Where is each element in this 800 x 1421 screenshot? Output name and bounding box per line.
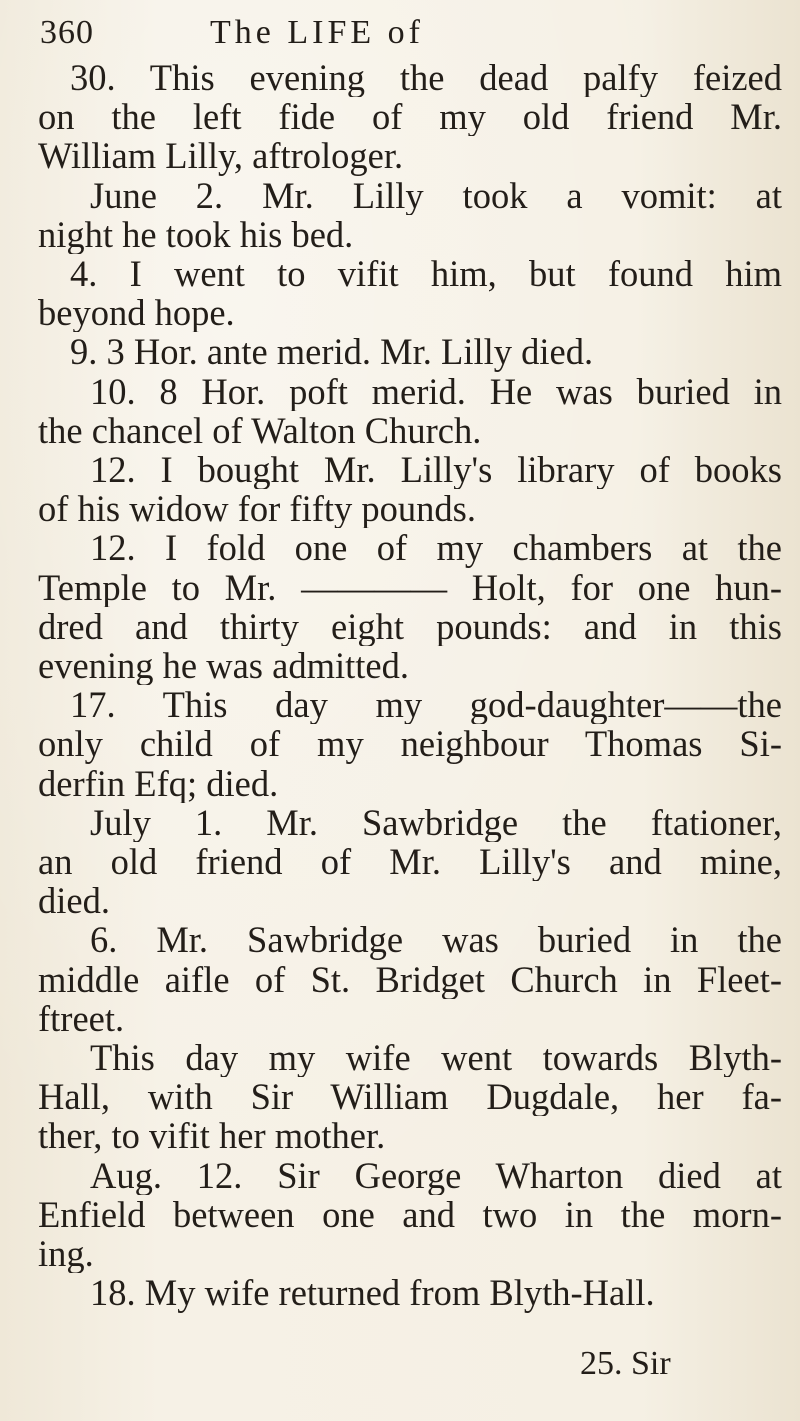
text-line: died. (38, 881, 110, 921)
text-line: derfin Efq; died. (38, 763, 279, 803)
text-line: on the left fide of my old friend Mr. (38, 97, 782, 137)
text-line: 10. 8 Hor. poft merid. He was buried in (90, 371, 782, 411)
catchword: 25. Sir (580, 1345, 671, 1382)
body-text (38, 58, 782, 1313)
text-line: 12. I bought Mr. Lilly's library of books (90, 450, 782, 490)
text-line: 17. This day my god-daughter——the (70, 685, 782, 725)
text-line: Temple to Mr. ———— Holt, for one hun- (38, 567, 782, 607)
text-line: only child of my neighbour Thomas Si- (38, 724, 782, 764)
text-line: evening he was admitted. (38, 646, 409, 686)
text-line: This day my wife went towards Blyth- (90, 1038, 782, 1078)
text-line: Hall, with Sir William Dugdale, her fa- (38, 1077, 782, 1117)
text-line: the chancel of Walton Church. (38, 410, 482, 451)
text-line: July 1. Mr. Sawbridge the ftationer, (90, 802, 782, 843)
text-line: 12. I fold one of my chambers at the (90, 528, 782, 568)
text-line: William Lilly, aftrologer. (38, 136, 404, 176)
text-line: beyond hope. (38, 293, 235, 333)
text-line: 30. This evening the dead palfy feized (70, 58, 782, 98)
running-title: The LIFE of (210, 14, 424, 51)
text-line: 18. My wife returned from Blyth-Hall. (90, 1273, 655, 1313)
text-line: an old friend of Mr. Lilly's and mine, (38, 842, 782, 882)
text-line: ftreet. (38, 998, 125, 1039)
text-line: 4. I went to vifit him, but found him (70, 254, 782, 294)
text-line: night he took his bed. (38, 214, 354, 255)
text-line: Aug. 12. Sir George Wharton died at (90, 1155, 782, 1195)
text-line: of his widow for fifty pounds. (38, 489, 476, 529)
page-number: 360 (40, 14, 94, 51)
text-line: middle aifle of St. Bridget Church in Fleet- (38, 959, 782, 999)
text-line: June 2. Mr. Lilly took a vomit: at (90, 175, 782, 215)
text-line: dred and thirty eight pounds: and in this (38, 606, 782, 647)
text-line: ing. (38, 1234, 94, 1274)
text-line: 9. 3 Hor. ante merid. Mr. Lilly died. (70, 332, 594, 372)
page-header (40, 10, 780, 60)
text-line: ther, to vifit her mother. (38, 1116, 386, 1156)
text-line: 6. Mr. Sawbridge was buried in the (90, 920, 782, 960)
text-line: Enfield between one and two in the morn- (38, 1194, 782, 1235)
